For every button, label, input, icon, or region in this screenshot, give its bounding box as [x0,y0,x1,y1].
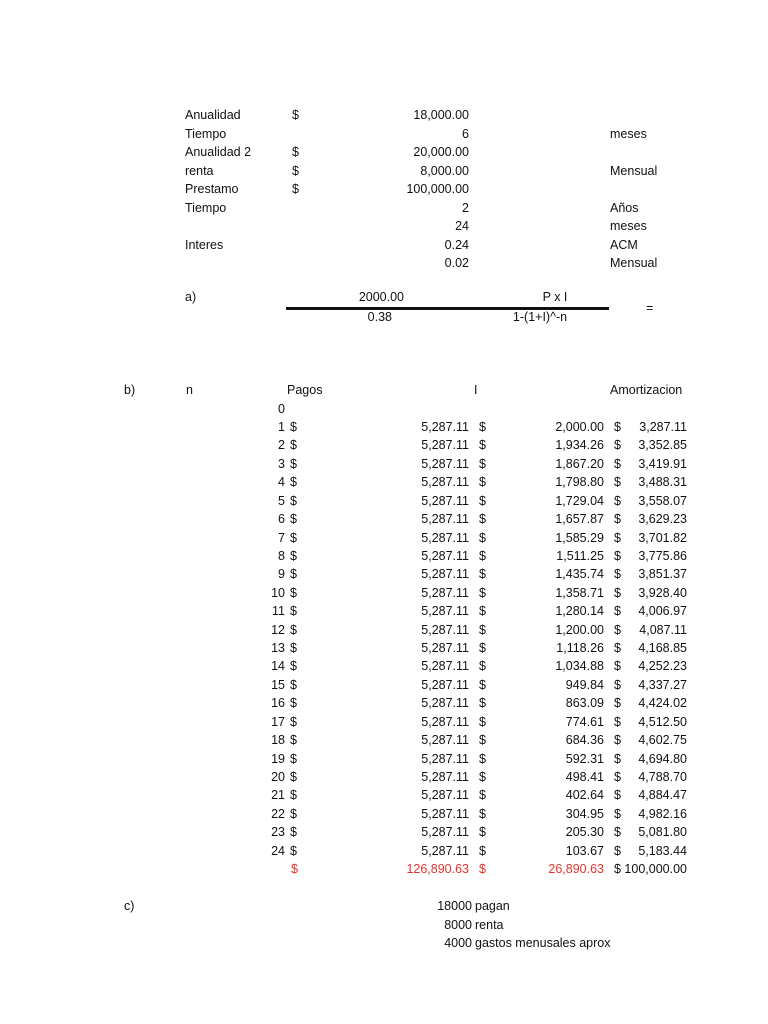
row-pago-currency: $ [290,733,297,748]
row-interes-currency: $ [479,769,486,784]
param-unit: meses [610,126,647,141]
row-interes-currency: $ [479,843,486,858]
row-interes: 1,867.20 [555,456,604,471]
row-amort-currency: $ [614,585,621,600]
row-pago-currency: $ [290,769,297,784]
row-amort-currency: $ [614,567,621,582]
row-amort-currency: $ [614,475,621,490]
formula-numerator: P x I [542,290,568,304]
row-pago-currency: $ [290,696,297,711]
total-interes: 26,890.63 [548,862,604,876]
row-pago-currency: $ [290,641,297,656]
row-amortizacion: 3,488.31 [638,475,687,490]
row-pago: 5,287.11 [421,438,469,453]
total-pagos: 126,890.63 [406,862,469,876]
row-interes: 774.61 [565,714,604,729]
row-interes: 1,435.74 [555,567,604,582]
row-interes-currency: $ [479,825,486,840]
row-interes: 1,585.29 [555,530,604,545]
row-amortizacion: 3,287.11 [639,420,687,434]
row-n: 14 [271,659,285,674]
row-amortizacion: 4,168.85 [638,641,687,656]
row-pago: 5,287.11 [421,604,469,619]
formula-equals: = [646,301,654,315]
row-pago: 5,287.11 [421,548,469,563]
row-pago-currency: $ [290,806,297,821]
row-interes-currency: $ [479,714,486,729]
row-interes: 592.31 [565,751,604,766]
c-item-text: pagan [475,899,510,913]
c-item-number: 8000 [444,917,472,932]
row-pago: 5,287.11 [421,622,469,637]
row-amortizacion: 3,352.85 [638,438,687,453]
row-n: 2 [278,438,285,453]
param-currency: $ [292,145,299,159]
formula-numerator-value: 2000.00 [358,290,404,304]
row-pago-currency: $ [290,420,297,434]
row-pago-currency: $ [290,475,297,490]
param-label: renta [185,163,214,178]
param-label: Interes [185,237,224,252]
row-n: 1 [278,420,285,434]
row-amortizacion: 5,183.44 [638,843,687,858]
row-pago-currency: $ [290,493,297,508]
row-interes: 103.67 [565,843,604,858]
param-currency: $ [292,108,299,122]
param-value: 18,000.00 [413,108,469,122]
row-interes-currency: $ [479,567,486,582]
row-n: 20 [271,769,285,784]
row-interes: 684.36 [565,733,604,748]
row-interes-currency: $ [479,751,486,766]
row-interes-currency: $ [479,659,486,674]
row-interes-currency: $ [479,641,486,656]
row-amort-currency: $ [614,769,621,784]
row-n: 8 [278,548,285,563]
row-amort-currency: $ [614,714,621,729]
param-value: 0.24 [444,237,469,252]
row-pago: 5,287.11 [421,806,469,821]
row-amort-currency: $ [614,806,621,821]
row-amort-currency: $ [614,438,621,453]
row-n: 4 [278,475,285,490]
row-n: 9 [278,567,285,582]
row-interes: 402.64 [565,788,604,803]
row-interes-currency: $ [479,622,486,637]
row-n: 22 [271,806,285,821]
formula-denominator: 1-(1+I)^-n [512,310,568,324]
row-amortizacion: 4,252.23 [638,659,687,674]
param-value: 2 [462,200,469,215]
row-amort-currency: $ [614,733,621,748]
row-pago: 5,287.11 [421,843,469,858]
row-amort-currency: $ [614,659,621,674]
row-pago-currency: $ [290,843,297,858]
param-label: Anualidad 2 [185,145,252,159]
row-pago: 5,287.11 [421,751,469,766]
row-amort-currency: $ [614,493,621,508]
row-amort-currency: $ [614,548,621,563]
row-pago: 5,287.11 [421,641,469,656]
section-c-label: c) [124,899,135,913]
param-value: 24 [455,219,469,233]
row-amortizacion: 4,424.02 [638,696,687,711]
row-interes-currency: $ [479,733,486,748]
row-amortizacion: 4,087.11 [639,622,687,637]
row-pago: 5,287.11 [421,420,469,434]
row-amort-currency: $ [614,751,621,766]
row-interes-currency: $ [479,493,486,508]
row-interes-currency: $ [479,456,486,471]
row-n: 6 [278,512,285,527]
row-interes: 1,729.04 [555,493,604,508]
section-b-label: b) [124,383,136,397]
total-interes-currency: $ [479,862,486,876]
row-n: 24 [271,843,285,858]
row-interes-currency: $ [479,530,486,545]
row-n: 21 [271,788,285,803]
row-n: 17 [271,714,285,729]
row-amort-currency: $ [614,420,621,434]
param-value: 0.02 [444,256,469,270]
column-header-amortizacion: Amortizacion [610,383,683,397]
row-n: 3 [278,456,285,471]
row-amort-currency: $ [614,530,621,545]
row-interes: 1,280.14 [555,604,604,619]
param-value: 6 [462,126,469,141]
row-amort-currency: $ [614,677,621,692]
row-interes-currency: $ [479,806,486,821]
row-pago: 5,287.11 [421,769,469,784]
row-interes-currency: $ [479,548,486,563]
row-amortizacion: 5,081.80 [638,825,687,840]
row-interes-currency: $ [479,788,486,803]
row-pago: 5,287.11 [421,714,469,729]
row-amortizacion: 4,337.27 [638,677,687,692]
row-pago-currency: $ [290,438,297,453]
row-n: 12 [271,622,285,637]
row-n: 16 [271,696,285,711]
row-pago-currency: $ [290,530,297,545]
row-amort-currency: $ [614,604,621,619]
param-label: Prestamo [185,182,239,196]
row-n: 5 [278,493,285,508]
c-item-text: gastos menusales aprox [475,936,611,950]
row-pago: 5,287.11 [421,456,469,471]
param-unit: ACM [610,237,638,252]
row-pago-currency: $ [290,677,297,692]
row-pago-currency: $ [290,512,297,527]
row-pago-currency: $ [290,825,297,840]
row-pago-currency: $ [290,659,297,674]
row-amort-currency: $ [614,843,621,858]
row-pago: 5,287.11 [421,567,469,582]
param-unit: meses [610,219,647,233]
row-amortizacion: 4,694.80 [638,751,687,766]
row-interes: 1,657.87 [555,512,604,527]
row-pago: 5,287.11 [421,475,469,490]
row-amortizacion: 3,558.07 [638,493,687,508]
row-amortizacion: 4,788.70 [638,769,687,784]
row-interes: 1,934.26 [555,438,604,453]
param-value: 8,000.00 [420,163,469,178]
row-n: 11 [272,604,285,619]
row-amortizacion: 4,602.75 [638,733,687,748]
row-pago: 5,287.11 [421,788,469,803]
row-amort-currency: $ [614,825,621,840]
row-pago-currency: $ [290,567,297,582]
row-interes: 949.84 [565,677,604,692]
row-amortizacion: 4,006.97 [638,604,687,619]
row-amort-currency: $ [614,696,621,711]
row-pago-currency: $ [290,456,297,471]
row-amortizacion: 4,884.47 [638,788,687,803]
row-interes-currency: $ [479,696,486,711]
param-value: 20,000.00 [413,145,469,159]
row-n: 18 [271,733,285,748]
row-interes-currency: $ [479,512,486,527]
row-interes-currency: $ [479,438,486,453]
row-interes: 1,358.71 [555,585,604,600]
row-interes: 1,511.25 [556,548,604,563]
param-unit: Años [610,200,639,215]
c-item-text: renta [475,917,504,932]
row-interes-currency: $ [479,475,486,490]
row-amort-currency: $ [614,788,621,803]
param-label: Anualidad [185,108,241,122]
row-interes-currency: $ [479,585,486,600]
param-label: Tiempo [185,126,227,141]
param-unit: Mensual [610,256,658,270]
total-pagos-currency: $ [291,862,298,876]
row-interes: 1,034.88 [555,659,604,674]
row-amortizacion: 3,629.23 [638,512,687,527]
row-n: 10 [271,585,285,600]
row-amortizacion: 3,419.91 [638,456,687,471]
row-n: 19 [271,751,285,766]
row-pago: 5,287.11 [421,530,469,545]
row-pago: 5,287.11 [421,512,469,527]
formula-denominator-value: 0.38 [367,310,392,324]
param-label: Tiempo [185,200,227,215]
row-n: 13 [271,641,285,656]
row-pago: 5,287.11 [421,696,469,711]
c-item-number: 4000 [444,936,472,950]
row-interes: 2,000.00 [555,420,604,434]
row-n: 15 [271,677,285,692]
column-header-n: n [186,383,193,397]
row-pago: 5,287.11 [421,659,469,674]
row-interes: 498.41 [565,769,604,784]
row-n: 23 [271,825,285,840]
row-amortizacion: 3,701.82 [638,530,687,545]
column-header-i: I [474,383,478,397]
param-value: 100,000.00 [406,182,469,196]
row-amortizacion: 4,512.50 [638,714,687,729]
row-zero-n: 0 [278,402,285,416]
row-amort-currency: $ [614,456,621,471]
row-interes: 205.30 [565,825,604,840]
section-a-label: a) [185,290,197,304]
row-amortizacion: 3,775.86 [638,548,687,563]
row-interes: 1,200.00 [555,622,604,637]
row-pago: 5,287.11 [421,733,469,748]
row-interes: 304.95 [565,806,604,821]
row-interes: 863.09 [565,696,604,711]
row-amort-currency: $ [614,622,621,637]
row-interes-currency: $ [479,677,486,692]
row-n: 7 [278,530,285,545]
row-interes-currency: $ [479,604,486,619]
column-header-pagos: Pagos [287,383,323,397]
row-amortizacion: 3,851.37 [638,567,687,582]
row-amort-currency: $ [614,512,621,527]
total-amortizacion: $ 100,000.00 [614,862,687,876]
row-interes-currency: $ [479,420,486,434]
row-pago: 5,287.11 [421,585,469,600]
row-interes: 1,798.80 [555,475,604,490]
param-unit: Mensual [610,163,658,178]
row-pago-currency: $ [290,788,297,803]
row-pago: 5,287.11 [421,493,469,508]
row-pago-currency: $ [290,548,297,563]
row-amort-currency: $ [614,641,621,656]
row-interes: 1,118.26 [556,641,604,656]
row-pago-currency: $ [290,751,297,766]
row-pago-currency: $ [290,604,297,619]
c-item-number: 18000 [437,899,472,913]
row-pago-currency: $ [290,585,297,600]
param-currency: $ [292,163,299,178]
row-amortizacion: 3,928.40 [638,585,687,600]
row-pago: 5,287.11 [421,825,469,840]
row-pago: 5,287.11 [421,677,469,692]
param-currency: $ [292,182,299,196]
row-pago-currency: $ [290,622,297,637]
row-amortizacion: 4,982.16 [638,806,687,821]
row-pago-currency: $ [290,714,297,729]
